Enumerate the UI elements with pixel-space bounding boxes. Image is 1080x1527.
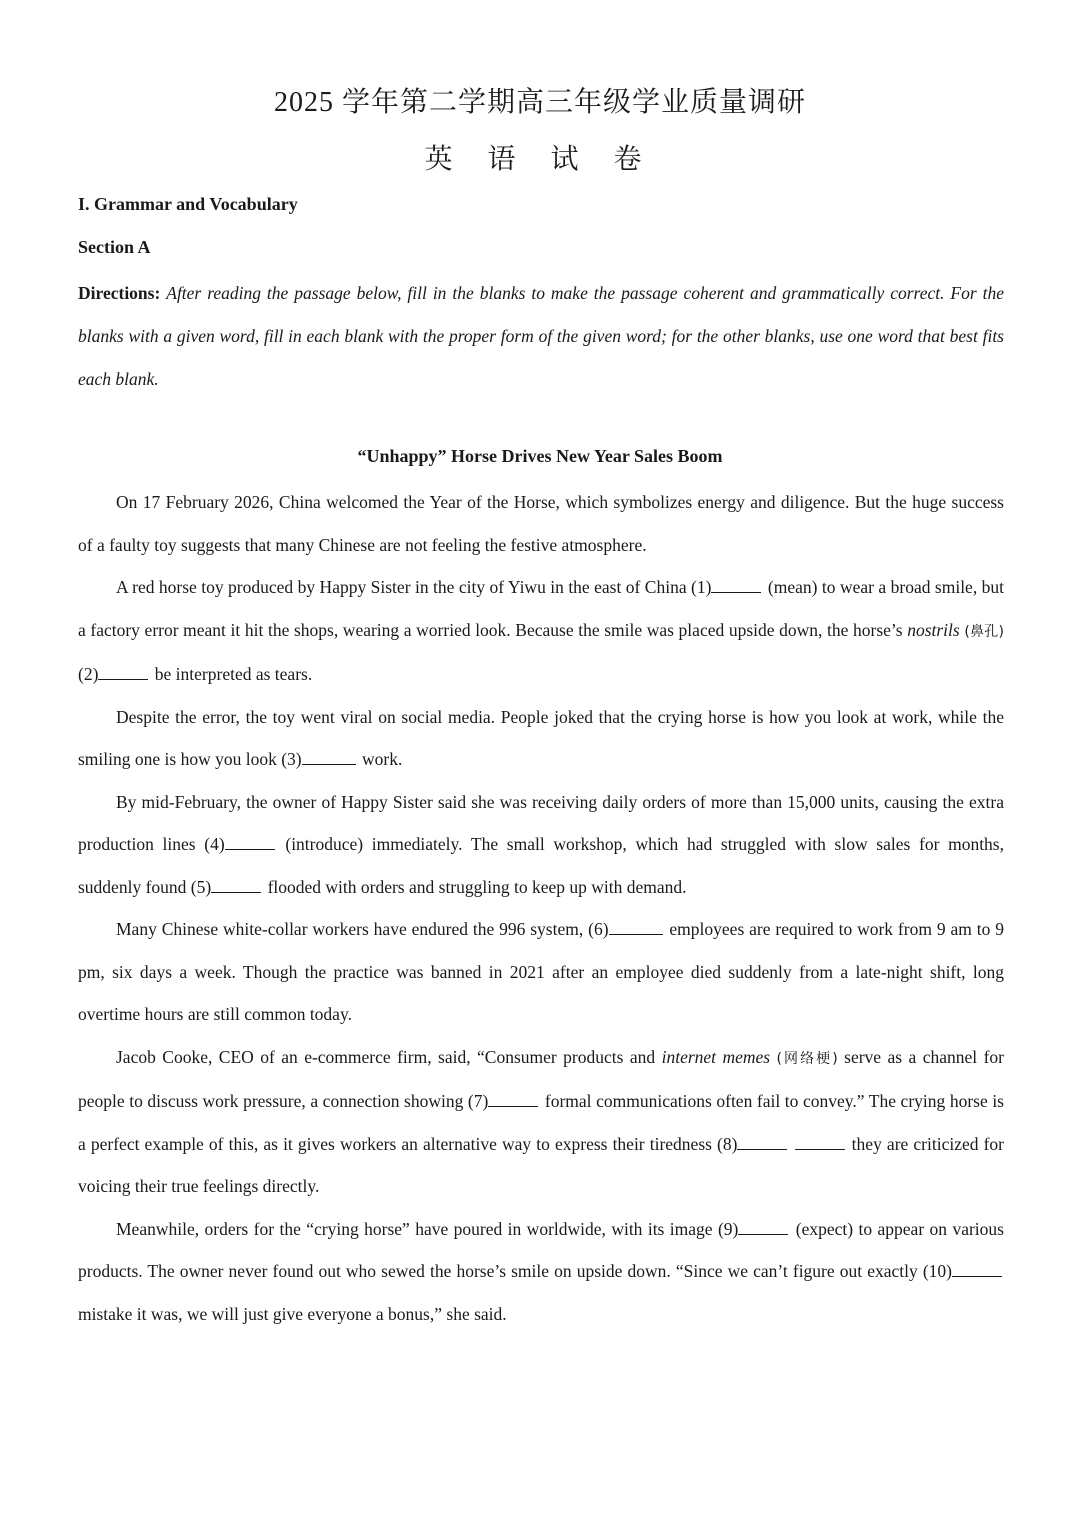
blank-2[interactable] (98, 661, 148, 680)
text: Jacob Cooke, CEO of an e-commerce firm, said, “Consumer products and (116, 1046, 662, 1067)
blank-10[interactable] (952, 1258, 1002, 1277)
blank-8a[interactable] (737, 1131, 787, 1150)
blank-6[interactable] (609, 916, 663, 935)
exam-title: 2025 学年第二学期高三年级学业质量调研 (273, 87, 806, 118)
blank-4[interactable] (225, 831, 275, 850)
exam-subtitle: 英 语 试 卷 (424, 144, 656, 175)
directions-text: After reading the passage below, fill in the blanks to make the passage coherent and grammatically correct. For the blanks with a given word, fill in each blank with the proper form of the given word; for the other blanks, use one word that best fits each blank. (78, 283, 1004, 389)
paragraph-3 (78, 696, 1004, 781)
term-internet-memes: internet memes (661, 1046, 771, 1067)
chinese-gloss: (鼻孔) (964, 623, 1004, 640)
text: Despite the error, the toy went viral on social media. People joked that the crying horse is how you look at work, while the smiling one is how you look (3) (78, 706, 1004, 769)
paragraph-5 (78, 908, 1004, 1036)
text: (mean) to wear a broad smile, but a factory error meant it hit the shops, wearing a worried look. Because the smile was placed upside down, the horse’s (78, 577, 1004, 640)
term-nostrils: nostrils (907, 619, 960, 640)
text: employees are required to work from 9 am to 9 pm, six days a week. Though the practice was banned in 2021 after an employee died suddenly from a late-night shift, long overtime hours are still common today. (78, 919, 1004, 1024)
blank-7[interactable] (488, 1088, 538, 1107)
passage-title: “Unhappy” Horse Drives New Year Sales Boom (357, 446, 723, 466)
section-heading: Section A (78, 237, 151, 257)
text: they are criticized for voicing their true feelings directly. (78, 1133, 1004, 1196)
text: Meanwhile, orders for the “crying horse” have poured in worldwide, with its image (9) (116, 1218, 739, 1239)
text: (expect) to appear on various products. The owner never found out who sewed the horse’s smile on upside down. “Since we can’t figure out exactly (10) (78, 1218, 1004, 1281)
part-heading: I. Grammar and Vocabulary (78, 194, 298, 214)
directions-label: Directions: (78, 283, 161, 303)
directions (78, 272, 1004, 401)
chinese-gloss: (网络梗) (776, 1050, 838, 1067)
text: be interpreted as tears. (150, 664, 313, 684)
text: (2) (78, 664, 99, 684)
paragraph-1-text: On 17 February 2026, China welcomed the Year of the Horse, which symbolizes energy and diligence. But the huge success of a faulty toy suggests that many Chinese are not feeling the festive atmosphere. (78, 492, 1004, 555)
blank-8b[interactable] (795, 1131, 845, 1150)
text: (introduce) immediately. The small workshop, which had struggled with slow sales for months, suddenly found (5) (78, 834, 1004, 897)
text: formal communications often fail to convey.” The crying horse is a perfect example of this, as it gives workers an alternative way to express their tiredness (8) (78, 1091, 1004, 1154)
passage-body (78, 481, 1004, 1335)
blank-9[interactable] (738, 1216, 788, 1235)
text: By mid-February, the owner of Happy Sister said she was receiving daily orders of more than 15,000 units, causing the extra production lines (4) (78, 791, 1004, 854)
paragraph-2 (78, 566, 1004, 696)
text: serve as a channel for people to discuss work pressure, a connection showing (7) (78, 1046, 1004, 1111)
text: mistake it was, we will just give everyone a bonus,” she said. (78, 1303, 507, 1324)
text: Many Chinese white-collar workers have endured the 996 system, (6) (116, 919, 609, 939)
paragraph-1 (78, 481, 1004, 566)
paragraph-6 (78, 1036, 1004, 1208)
blank-1[interactable] (711, 574, 761, 593)
text: flooded with orders and struggling to keep up with demand. (263, 876, 687, 897)
blank-3[interactable] (302, 746, 356, 765)
paragraph-7 (78, 1208, 1004, 1336)
blank-5[interactable] (211, 874, 261, 893)
text: work. (357, 749, 403, 769)
text: A red horse toy produced by Happy Sister in the city of Yiwu in the east of China (1) (116, 577, 712, 597)
paragraph-4 (78, 781, 1004, 909)
